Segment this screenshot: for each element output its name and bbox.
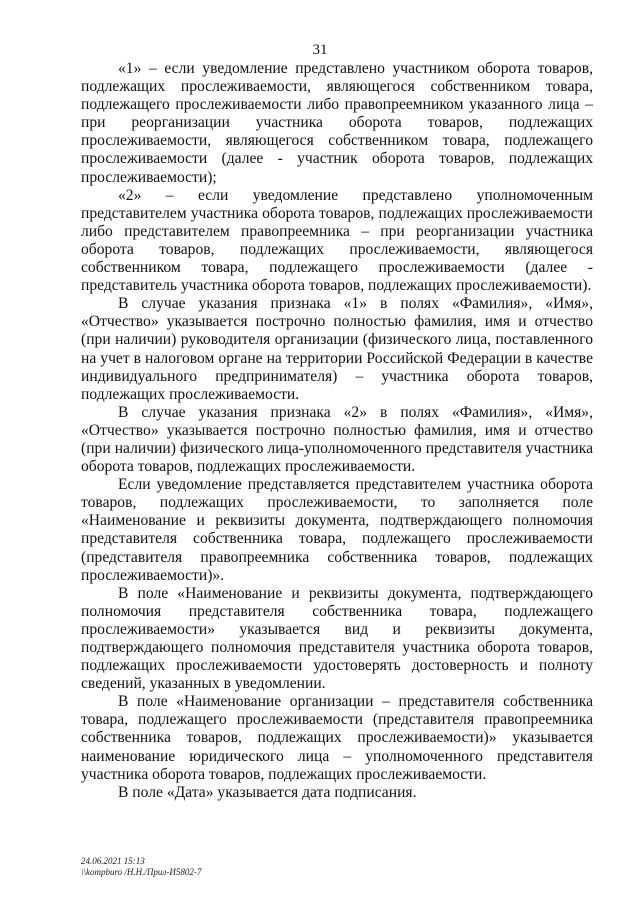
paragraph-authority-document: В поле «Наименование и реквизиты документа, подтверждающего полномочия представителя собственника товара, подлежащего прослеживаемости» указывается вид и реквизиты документа, подтверждающего полномочия представителя участника оборота товаров, подлежащих прослеживаемости удостоверять достоверность и полноту сведений, указанных в уведомлении. [81, 584, 593, 693]
page-number: 31 [312, 42, 328, 58]
paragraph-representative: Если уведомление представляется представителем участника оборота товаров, подлежащих прослеживаемости, то заполняется поле «Наименование и реквизиты документа, подтверждающего полномочия представителя собственника товара, подлежащего прослеживаемости (представителя правопреемника собственника товаров, подлежащих прослеживаемости)». [81, 476, 593, 584]
paragraph-date: В поле «Дата» указывается дата подписания. [118, 783, 417, 801]
paragraph-organization-name: В поле «Наименование организации – представителя собственника товара, подлежащего прослеживаемости (представителя правопреемника собственника товаров, подлежащих прослеживаемости)» указывается наименование юридического лица – уполномоченного представителя участника оборота товаров, подлежащих прослеживаемости. [81, 693, 593, 783]
paragraph-sign-1-names: В случае указания признака «1» в полях «Фамилия», «Имя», «Отчество» указывается построчно полностью фамилия, имя и отчество (при наличии) руководителя организации (физического лица, поставленного на учет в налоговом органе на территории Российской Федерации в качестве индивидуального предпринимателя) – участника оборота товаров, подлежащих прослеживаемости. [81, 295, 593, 403]
page-footer [81, 856, 201, 878]
footer-timestamp: 24.06.2021 15:13 [81, 856, 145, 866]
paragraph-sign-2-names: В случае указания признака «2» в полях «Фамилия», «Имя», «Отчество» указывается построчно полностью фамилия, имя и отчество (при наличии) физического лица-уполномоченного представителя участника оборота товаров, подлежащих прослеживаемости. [81, 403, 593, 476]
paragraph-sign-1: «1» – если уведомление представлено участником оборота товаров, подлежащих прослеживаемости, являющегося собственником товара, подлежащего прослеживаемости либо правопреемником указанного лица – при реорганизации участника оборота товаров, подлежащих прослеживаемости, являющегося собственником товара, подлежащего прослеживаемости (далее - участник оборота товаров, подлежащих прослеживаемости); [81, 60, 593, 186]
footer-file-path: \\kompburo /Н.Н./Прил-И5802-7 [81, 867, 202, 877]
paragraph-sign-2: «2» – если уведомление представлено уполномоченным представителем участника оборота товаров, подлежащих прослеживаемости либо представителем правопреемника – при реорганизации участника оборота товаров, подлежащих прослеживаемости, являющегося собственником товара, подлежащего прослеживаемости (далее - представитель участника оборота товаров, подлежащих прослеживаемости). [81, 186, 593, 295]
document-body [81, 60, 593, 802]
